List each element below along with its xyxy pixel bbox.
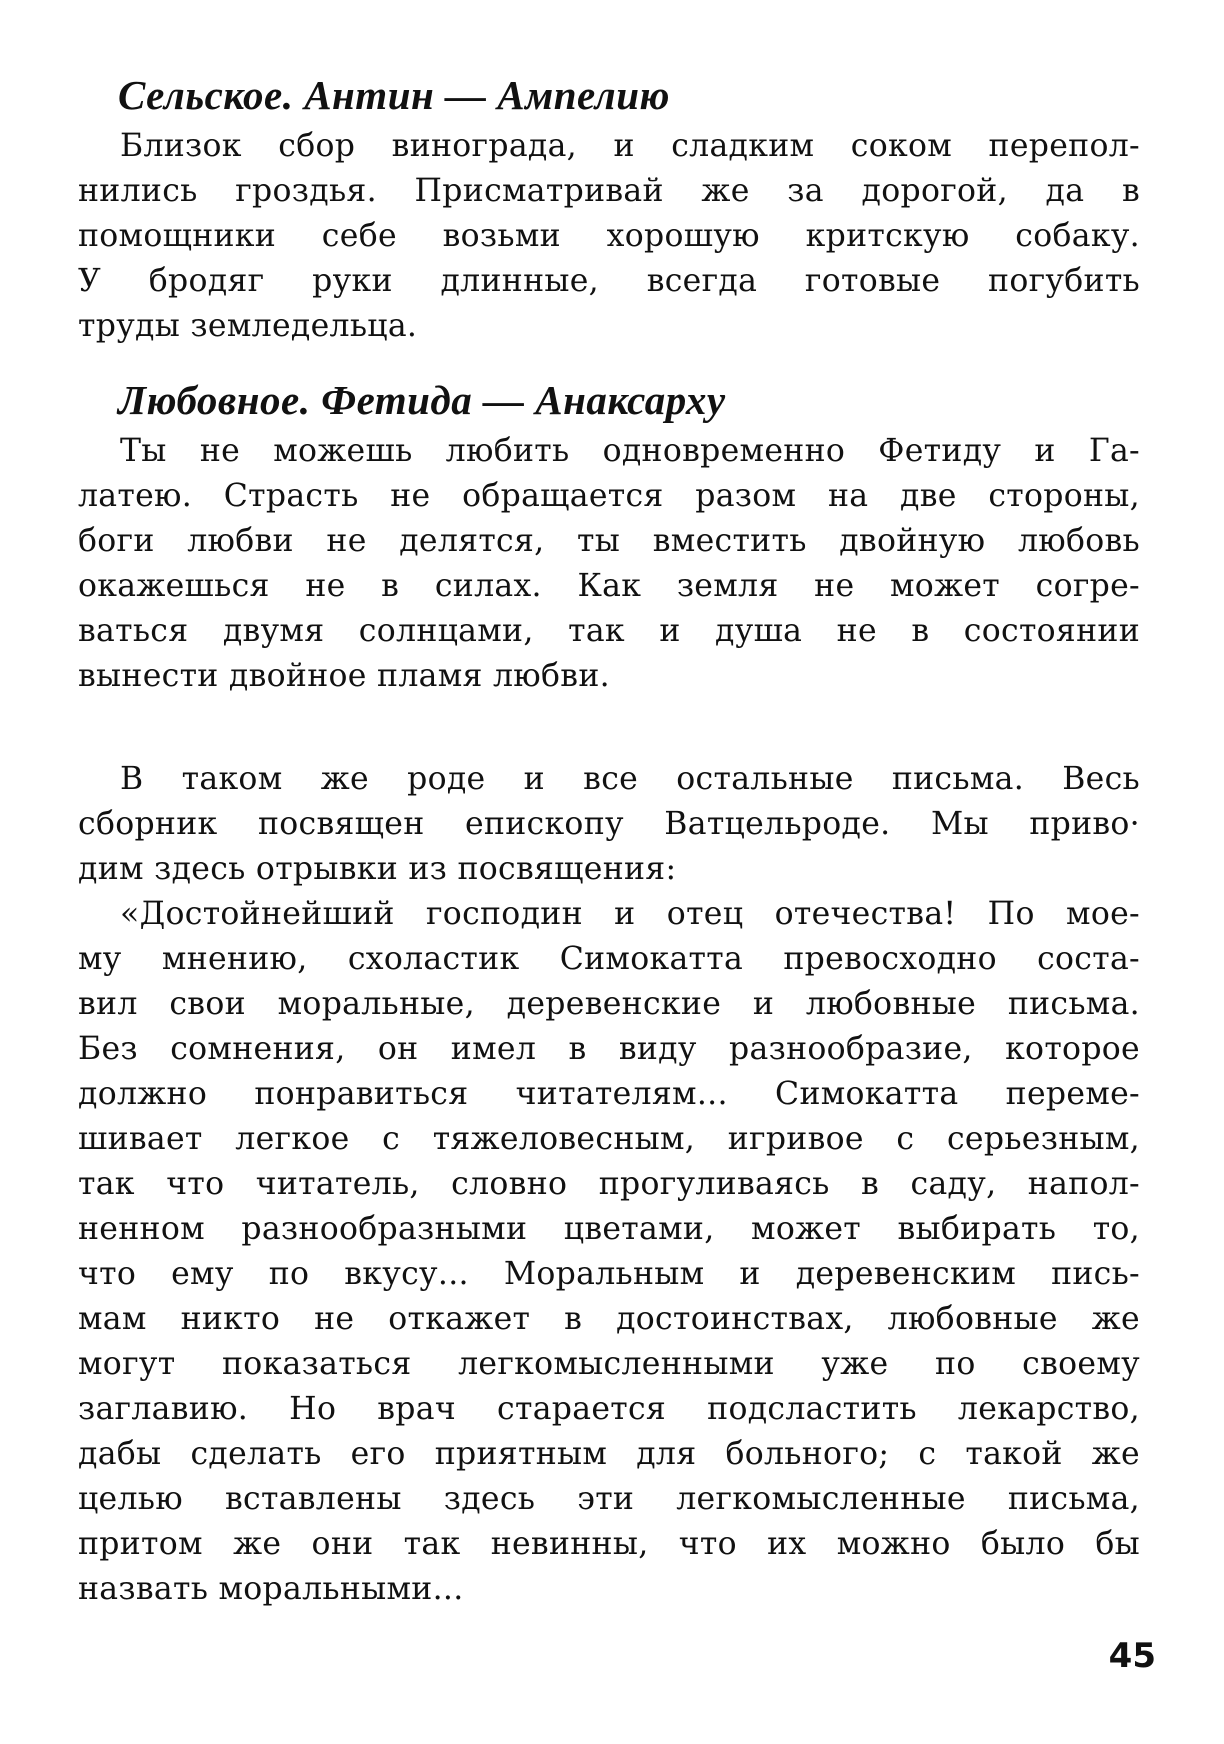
text-line: У бродяг руки длинные, всегда готовые погубить [78,263,1140,299]
text-line: нились гроздья. Присматривай же за дорогой, да в [78,173,1140,209]
text-line: латею. Страсть не обращается разом на две стороны, [78,478,1140,514]
text-line: вынести двойное пламя любви. [78,658,610,694]
text-line: притом же они так невинны, что их можно было бы [78,1526,1140,1562]
letter-title-rustic: Сельское. Антин — Ампелию [118,72,670,118]
letter-text-rustic [78,124,1140,349]
text-line: вил свои моральные, деревенские и любовные письма. [78,986,1140,1022]
text-line: Ты не можешь любить одновременно Фетиду и Га- [120,433,1140,469]
text-line: сборник посвящен епископу Ватцельроде. Мы приво· [78,806,1140,842]
letter-text-love [78,429,1140,699]
letter-title-love: Любовное. Фетида — Анаксарху [118,377,726,423]
text-line: дабы сделать его приятным для больного; с такой же [78,1436,1140,1472]
text-line: В таком же роде и все остальные письма. Весь [120,761,1140,797]
text-line: так что читатель, словно прогуливаясь в саду, напол- [78,1166,1140,1202]
text-line: «Достойнейший господин и отец отечества! По мое- [120,896,1140,932]
page-number: 45 [1108,1636,1156,1676]
text-line: труды земледельца. [78,308,418,344]
text-line: ваться двумя солнцами, так и душа не в состоянии [78,613,1140,649]
text-line: окажешься не в силах. Как земля не может согре- [78,568,1140,604]
text-line: Близок сбор винограда, и сладким соком перепол- [120,128,1140,164]
text-line: что ему по вкусу... Моральным и деревенским пись- [78,1256,1140,1292]
body-paragraph-dedication [78,892,1140,1612]
text-line: мам никто не откажет в достоинствах, любовные же [78,1301,1140,1337]
text-line: заглавию. Но врач старается подсластить лекарство, [78,1391,1140,1427]
text-line: му мнению, схоластик Симокатта превосходно соста- [78,941,1140,977]
text-line: назвать моральными... [78,1571,464,1607]
text-line: могут показаться легкомысленными уже по своему [78,1346,1140,1382]
body-paragraph-intro [78,757,1140,892]
text-line: дим здесь отрывки из посвящения: [78,851,677,887]
text-line: целью вставлены здесь эти легкомысленные письма, [78,1481,1140,1517]
text-line: должно понравиться читателям... Симокатта переме- [78,1076,1140,1112]
book-page [78,70,1140,1612]
text-line: помощники себе возьми хорошую критскую собаку. [78,218,1140,254]
text-line: шивает легкое с тяжеловесным, игривое с серьезным, [78,1121,1140,1157]
text-line: боги любви не делятся, ты вместить двойную любовь [78,523,1140,559]
text-line: Без сомнения, он имел в виду разнообразие, которое [78,1031,1140,1067]
text-line: ненном разнообразными цветами, может выбирать то, [78,1211,1140,1247]
